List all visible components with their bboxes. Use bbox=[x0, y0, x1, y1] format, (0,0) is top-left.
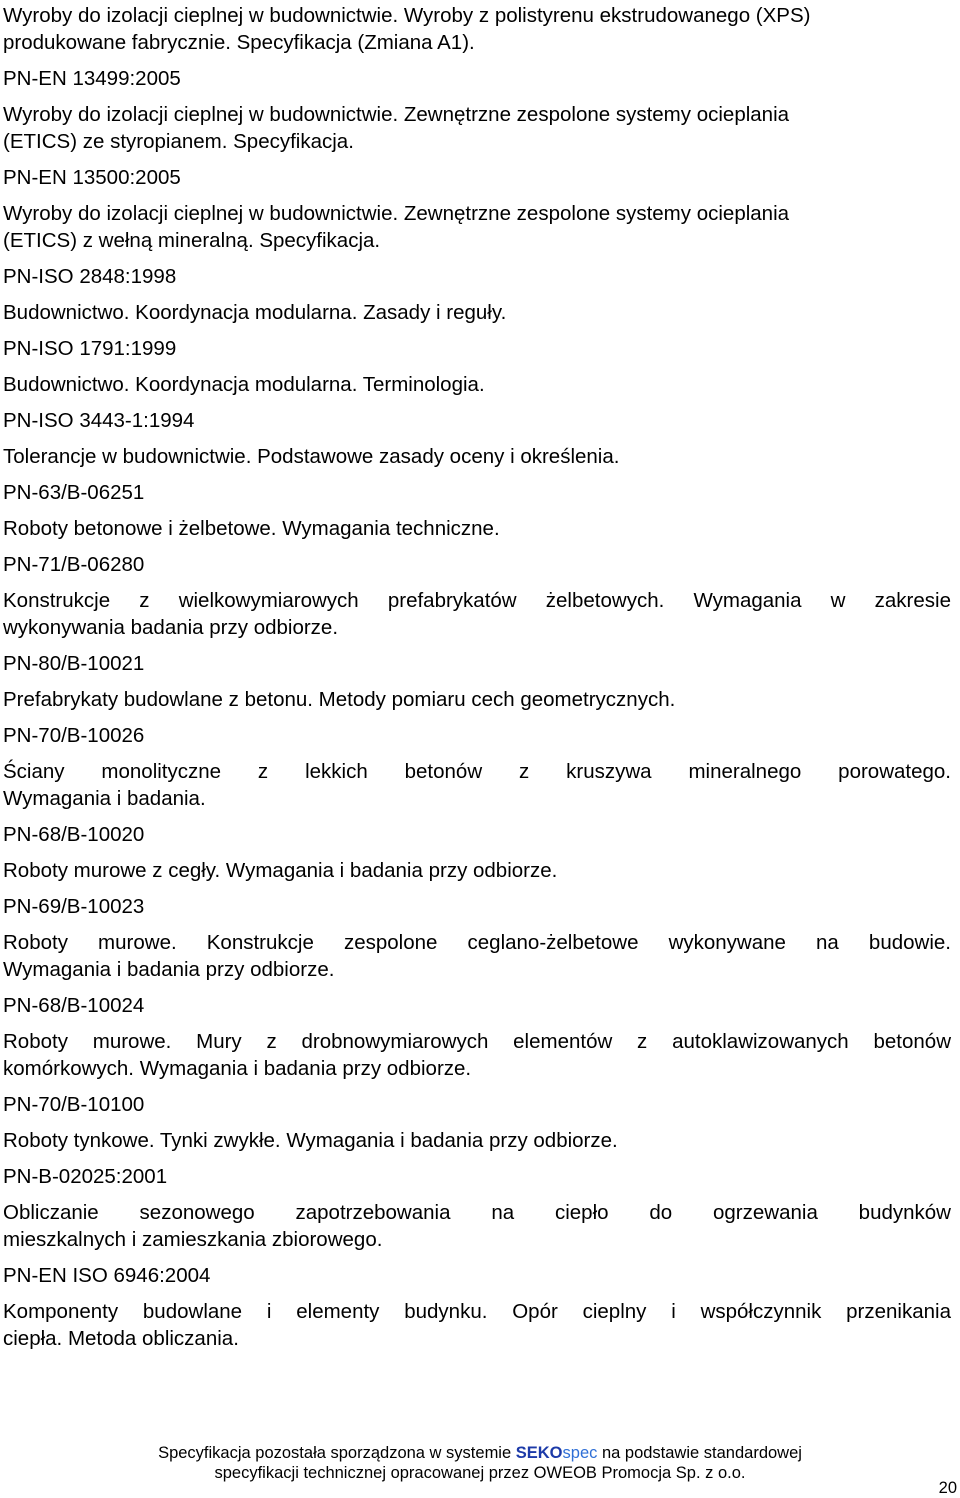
footer-line-2: specyfikacji technicznej opracowanej przez OWEOB Promocja Sp. z o.o. bbox=[214, 1464, 746, 1482]
standard-title-line: Wymagania i badania przy odbiorze. bbox=[3, 958, 335, 981]
standard-code: PN-EN 13500:2005 bbox=[3, 166, 181, 189]
standard-title-line: Wyroby do izolacji cieplnej w budownictwie. Zewnętrzne zespolone systemy ocieplania bbox=[3, 202, 790, 225]
standard-code: PN-80/B-10021 bbox=[3, 652, 145, 675]
standard-title-line: Roboty betonowe i żelbetowe. Wymagania techniczne. bbox=[3, 517, 500, 540]
standard-code: PN-ISO 2848:1998 bbox=[3, 265, 177, 288]
standard-title-line: Ściany monolityczne z lekkich betonów z kruszywa mineralnego porowatego. bbox=[3, 760, 951, 783]
standard-title-line: Budownictwo. Koordynacja modularna. Terminologia. bbox=[3, 373, 485, 396]
standard-title-line: komórkowych. Wymagania i badania przy odbiorze. bbox=[3, 1057, 472, 1080]
standard-title-line: Wymagania i badania. bbox=[3, 787, 206, 810]
standard-code: PN-70/B-10026 bbox=[3, 724, 145, 747]
standard-title-line: produkowane fabrycznie. Specyfikacja (Zmiana A1). bbox=[3, 31, 475, 54]
sekospec-logo-light: spec bbox=[562, 1444, 598, 1462]
document-body bbox=[3, 2, 951, 1352]
standard-code: PN-ISO 3443-1:1994 bbox=[3, 409, 195, 432]
footer-text-after: na podstawie standardowej bbox=[597, 1444, 802, 1462]
standard-title-line: ciepła. Metoda obliczania. bbox=[3, 1327, 239, 1350]
standard-code: PN-70/B-10100 bbox=[3, 1093, 145, 1116]
page-number: 20 bbox=[938, 1479, 957, 1497]
standard-title-line: Wyroby do izolacji cieplnej w budownictwie. Zewnętrzne zespolone systemy ocieplania bbox=[3, 103, 790, 126]
standard-title-line: Roboty murowe. Konstrukcje zespolone ceglano-żelbetowe wykonywane na budowie. bbox=[3, 931, 951, 954]
standard-code: PN-63/B-06251 bbox=[3, 481, 145, 504]
standard-title-line: Budownictwo. Koordynacja modularna. Zasady i reguły. bbox=[3, 301, 507, 324]
footer-text-before: Specyfikacja pozostała sporządzona w systemie bbox=[158, 1444, 516, 1462]
standard-code: PN-69/B-10023 bbox=[3, 895, 145, 918]
standard-title-line: (ETICS) z wełną mineralną. Specyfikacja. bbox=[3, 229, 381, 252]
standard-code: PN-68/B-10024 bbox=[3, 994, 145, 1017]
standard-title-line: Wyroby do izolacji cieplnej w budownictwie. Wyroby z polistyrenu ekstrudowanego (XPS) bbox=[3, 4, 811, 27]
standard-title-line: Roboty murowe z cegły. Wymagania i badania przy odbiorze. bbox=[3, 859, 558, 882]
standard-title-line: Roboty tynkowe. Tynki zwykłe. Wymagania i badania przy odbiorze. bbox=[3, 1129, 618, 1152]
standard-code: PN-ISO 1791:1999 bbox=[3, 337, 177, 360]
sekospec-logo-bold: SEKO bbox=[515, 1444, 563, 1462]
standard-title-line: Roboty murowe. Mury z drobnowymiarowych elementów z autoklawizowanych betonów bbox=[3, 1030, 951, 1053]
standard-code: PN-71/B-06280 bbox=[3, 553, 145, 576]
standard-title-line: Komponenty budowlane i elementy budynku. Opór cieplny i współczynnik przenikania bbox=[3, 1300, 951, 1323]
standard-title-line: Konstrukcje z wielkowymiarowych prefabrykatów żelbetowych. Wymagania w zakresie bbox=[3, 589, 951, 612]
standard-title-line: Prefabrykaty budowlane z betonu. Metody pomiaru cech geometrycznych. bbox=[3, 688, 676, 711]
standard-code: PN-EN ISO 6946:2004 bbox=[3, 1264, 211, 1287]
standard-title-line: Tolerancje w budownictwie. Podstawowe zasady oceny i określenia. bbox=[3, 445, 620, 468]
standard-title-line: (ETICS) ze styropianem. Specyfikacja. bbox=[3, 130, 354, 153]
standard-code: PN-EN 13499:2005 bbox=[3, 67, 181, 90]
standard-title-line: Obliczanie sezonowego zapotrzebowania na ciepło do ogrzewania budynków bbox=[3, 1201, 951, 1224]
page-footer bbox=[0, 1443, 960, 1483]
standard-title-line: wykonywania badania przy odbiorze. bbox=[3, 616, 339, 639]
standard-code: PN-68/B-10020 bbox=[3, 823, 145, 846]
footer-line-1 bbox=[0, 1443, 960, 1463]
standard-code: PN-B-02025:2001 bbox=[3, 1165, 168, 1188]
standard-title-line: mieszkalnych i zamieszkania zbiorowego. bbox=[3, 1228, 383, 1251]
